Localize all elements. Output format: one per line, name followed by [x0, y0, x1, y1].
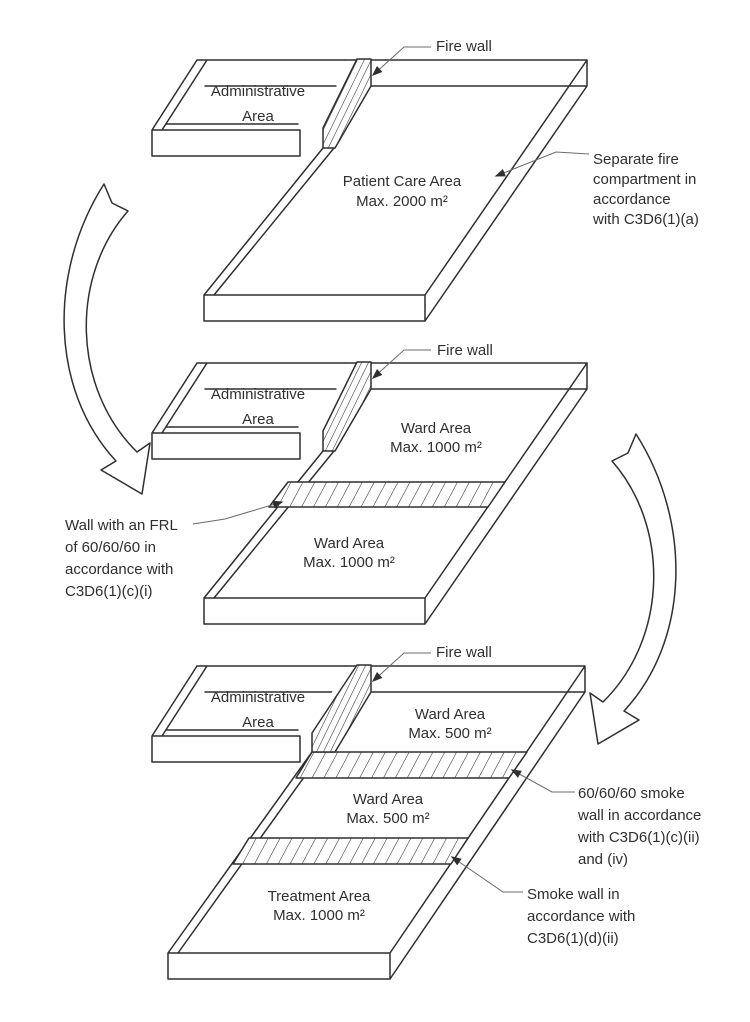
smoke-wall-60-annotation: [577, 785, 701, 868]
treatment-area-max: Max. 1000 m²: [273, 907, 365, 924]
patient-care-area-label: Patient Care Area: [342, 173, 462, 190]
separate-compartment-annotation: [592, 151, 699, 228]
ward-area-label: Ward Area: [313, 535, 385, 552]
admin-area-label: Administrative: [210, 83, 306, 100]
svg-text:60/60/60 smoke: 60/60/60 smoke: [578, 785, 685, 802]
svg-text:wall in accordance: wall in accordance: [578, 807, 702, 824]
admin-area-label: Area: [242, 714, 274, 731]
svg-text:Smoke wall in: Smoke wall in: [527, 886, 620, 903]
fire-wall-label: Fire wall: [436, 644, 492, 661]
svg-text:with C3D6(1)(c)(ii): with C3D6(1)(c)(ii): [578, 829, 700, 846]
svg-text:Wall with an FRL: Wall with an FRL: [65, 517, 178, 534]
patient-care-area-max: Max. 2000 m²: [356, 193, 448, 210]
treatment-area-label: Treatment Area: [267, 888, 371, 905]
svg-text:of 60/60/60 in: of 60/60/60 in: [65, 539, 156, 556]
smoke-wall-band: [233, 838, 468, 864]
ward-area-label: Ward Area: [352, 791, 424, 808]
frl-wall-annotation: [65, 517, 178, 600]
svg-text:Separate fire: Separate fire: [593, 151, 679, 168]
flow-arrow-left: [64, 184, 150, 494]
svg-text:accordance: accordance: [593, 191, 671, 208]
svg-text:C3D6(1)(c)(i): C3D6(1)(c)(i): [65, 583, 153, 600]
ward-area-max: Max. 500 m²: [346, 810, 430, 827]
admin-area-label: Area: [242, 411, 274, 428]
ward-area-max: Max. 1000 m²: [303, 554, 395, 571]
ward-area-label: Ward Area: [400, 420, 472, 437]
smoke-wall-60-band: [296, 752, 527, 778]
svg-text:and (iv): and (iv): [578, 851, 629, 868]
admin-area-label: Administrative: [210, 689, 306, 706]
ward-area-label: Ward Area: [414, 706, 486, 723]
ward-area-max: Max. 500 m²: [408, 725, 492, 742]
flow-arrow-right: [590, 434, 676, 744]
svg-text:C3D6(1)(d)(ii): C3D6(1)(d)(ii): [527, 930, 619, 947]
svg-text:compartment in: compartment in: [593, 171, 697, 188]
svg-text:accordance with: accordance with: [527, 908, 636, 925]
svg-text:accordance with: accordance with: [65, 561, 174, 578]
admin-area-label: Area: [242, 108, 274, 125]
smoke-wall-annotation: [527, 886, 635, 947]
frl-wall-band: [269, 482, 505, 507]
svg-text:with C3D6(1)(a): with C3D6(1)(a): [593, 211, 699, 228]
ward-area-max: Max. 1000 m²: [390, 439, 482, 456]
admin-area-label: Administrative: [210, 386, 306, 403]
fire-wall-label: Fire wall: [437, 342, 493, 359]
fire-wall-label: Fire wall: [436, 38, 492, 55]
unit-top-diagram: [152, 38, 699, 321]
